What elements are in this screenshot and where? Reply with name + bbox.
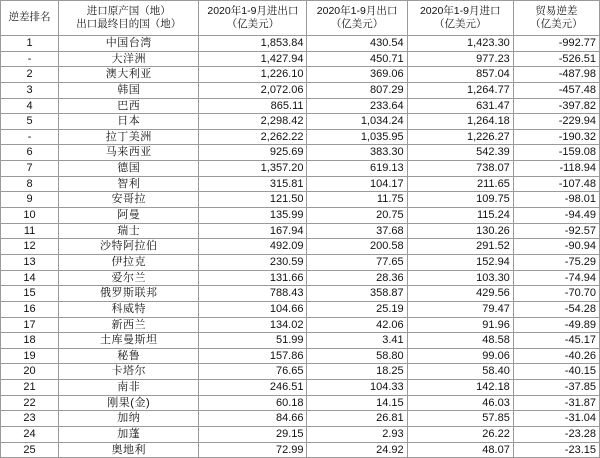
- col-header-line: （亿美元）: [226, 18, 280, 30]
- cell-total: 72.99: [199, 442, 307, 458]
- cell-import: 46.03: [407, 395, 513, 411]
- cell-rank: 23: [1, 411, 59, 427]
- cell-import: 26.22: [407, 427, 513, 443]
- cell-export: 1,035.95: [307, 129, 407, 145]
- cell-import: 857.04: [407, 67, 513, 83]
- cell-import: 1,264.18: [407, 114, 513, 130]
- cell-export: 383.30: [307, 145, 407, 161]
- cell-rank: 6: [1, 145, 59, 161]
- cell-rank: 12: [1, 239, 59, 255]
- cell-deficit: -94.49: [513, 208, 599, 224]
- col-header-line: 贸易逆差: [535, 4, 578, 17]
- cell-total: 134.02: [199, 317, 307, 333]
- cell-export: 807.29: [307, 82, 407, 98]
- cell-country: 俄罗斯联邦: [59, 286, 199, 302]
- table-row: [1, 395, 600, 411]
- table-row: [1, 317, 600, 333]
- cell-rank: 21: [1, 380, 59, 396]
- cell-deficit: -31.04: [513, 411, 599, 427]
- cell-deficit: -992.77: [513, 36, 599, 52]
- cell-import: 1,226.27: [407, 129, 513, 145]
- cell-export: 20.75: [307, 208, 407, 224]
- cell-country: 刚果(金): [59, 395, 199, 411]
- cell-rank: -: [1, 129, 59, 145]
- cell-country: 南非: [59, 380, 199, 396]
- cell-deficit: -75.29: [513, 254, 599, 270]
- table-row: [1, 161, 600, 177]
- col-header-import: [407, 1, 513, 36]
- cell-rank: 22: [1, 395, 59, 411]
- cell-import: 48.07: [407, 442, 513, 458]
- cell-country: 拉丁美洲: [59, 129, 199, 145]
- cell-deficit: -98.01: [513, 192, 599, 208]
- cell-rank: -: [1, 51, 59, 67]
- cell-import: 130.26: [407, 223, 513, 239]
- cell-deficit: -90.94: [513, 239, 599, 255]
- cell-deficit: -45.17: [513, 333, 599, 349]
- cell-deficit: -118.94: [513, 161, 599, 177]
- cell-country: 澳大利亚: [59, 67, 199, 83]
- cell-import: 142.18: [407, 380, 513, 396]
- table-row: [1, 239, 600, 255]
- cell-import: 1,423.30: [407, 36, 513, 52]
- cell-rank: 19: [1, 348, 59, 364]
- table-row: [1, 442, 600, 458]
- cell-deficit: -49.89: [513, 317, 599, 333]
- cell-deficit: -74.94: [513, 270, 599, 286]
- cell-rank: 25: [1, 442, 59, 458]
- cell-deficit: -40.15: [513, 364, 599, 380]
- table-row: [1, 67, 600, 83]
- cell-export: 3.41: [307, 333, 407, 349]
- cell-deficit: -92.57: [513, 223, 599, 239]
- cell-deficit: -40.26: [513, 348, 599, 364]
- cell-deficit: -70.70: [513, 286, 599, 302]
- col-header-line: （亿美元）: [433, 18, 487, 30]
- table-row: [1, 129, 600, 145]
- cell-country: 科威特: [59, 301, 199, 317]
- cell-export: 28.36: [307, 270, 407, 286]
- cell-total: 51.99: [199, 333, 307, 349]
- cell-total: 865.11: [199, 98, 307, 114]
- col-header-line: 逆差排名: [8, 11, 51, 24]
- table-row: [1, 223, 600, 239]
- table-row: [1, 114, 600, 130]
- cell-rank: 3: [1, 82, 59, 98]
- cell-import: 48.58: [407, 333, 513, 349]
- table-body: [1, 36, 600, 458]
- cell-total: 315.81: [199, 176, 307, 192]
- cell-export: 11.75: [307, 192, 407, 208]
- cell-import: 58.40: [407, 364, 513, 380]
- cell-import: 291.52: [407, 239, 513, 255]
- cell-rank: 1: [1, 36, 59, 52]
- cell-import: 738.07: [407, 161, 513, 177]
- table-row: [1, 270, 600, 286]
- table-header-row: [1, 1, 600, 36]
- col-header-line: 2020年1-9月出口: [316, 4, 398, 17]
- cell-import: 109.75: [407, 192, 513, 208]
- cell-import: 631.47: [407, 98, 513, 114]
- cell-country: 大洋洲: [59, 51, 199, 67]
- cell-total: 788.43: [199, 286, 307, 302]
- cell-total: 104.66: [199, 301, 307, 317]
- cell-import: 429.56: [407, 286, 513, 302]
- cell-import: 115.24: [407, 208, 513, 224]
- cell-total: 76.65: [199, 364, 307, 380]
- cell-rank: 16: [1, 301, 59, 317]
- cell-export: 233.64: [307, 98, 407, 114]
- cell-deficit: -54.28: [513, 301, 599, 317]
- table-row: [1, 411, 600, 427]
- cell-country: 卡塔尔: [59, 364, 199, 380]
- cell-country: 日本: [59, 114, 199, 130]
- table-row: [1, 98, 600, 114]
- cell-country: 德国: [59, 161, 199, 177]
- cell-deficit: -457.48: [513, 82, 599, 98]
- cell-country: 安哥拉: [59, 192, 199, 208]
- cell-total: 1,226.10: [199, 67, 307, 83]
- cell-rank: 4: [1, 98, 59, 114]
- cell-country: 加纳: [59, 411, 199, 427]
- cell-total: 135.99: [199, 208, 307, 224]
- col-header-rank: [1, 1, 59, 36]
- cell-country: 阿曼: [59, 208, 199, 224]
- cell-import: 57.85: [407, 411, 513, 427]
- cell-total: 131.66: [199, 270, 307, 286]
- cell-total: 1,357.20: [199, 161, 307, 177]
- cell-total: 492.09: [199, 239, 307, 255]
- cell-deficit: -31.87: [513, 395, 599, 411]
- cell-import: 79.47: [407, 301, 513, 317]
- cell-total: 157.86: [199, 348, 307, 364]
- table-row: [1, 301, 600, 317]
- cell-export: 58.80: [307, 348, 407, 364]
- cell-rank: 7: [1, 161, 59, 177]
- cell-deficit: -190.32: [513, 129, 599, 145]
- cell-deficit: -397.82: [513, 98, 599, 114]
- table-row: [1, 286, 600, 302]
- col-header-line: 2020年1-9月进口: [419, 4, 501, 17]
- cell-import: 1,264.77: [407, 82, 513, 98]
- cell-total: 1,427.94: [199, 51, 307, 67]
- col-header-line: 出口最终目的国（地）: [76, 18, 182, 30]
- cell-country: 巴西: [59, 98, 199, 114]
- cell-total: 925.69: [199, 145, 307, 161]
- cell-total: 1,853.84: [199, 36, 307, 52]
- cell-import: 977.23: [407, 51, 513, 67]
- table-row: [1, 427, 600, 443]
- cell-deficit: -107.48: [513, 176, 599, 192]
- cell-total: 2,298.42: [199, 114, 307, 130]
- cell-country: 爱尔兰: [59, 270, 199, 286]
- cell-export: 619.13: [307, 161, 407, 177]
- cell-export: 14.15: [307, 395, 407, 411]
- table-row: [1, 51, 600, 67]
- cell-import: 211.65: [407, 176, 513, 192]
- cell-rank: 8: [1, 176, 59, 192]
- cell-rank: 20: [1, 364, 59, 380]
- cell-import: 91.96: [407, 317, 513, 333]
- cell-rank: 5: [1, 114, 59, 130]
- col-header-deficit: [513, 1, 599, 36]
- cell-rank: 17: [1, 317, 59, 333]
- cell-deficit: -23.28: [513, 427, 599, 443]
- cell-deficit: -159.08: [513, 145, 599, 161]
- cell-country: 沙特阿拉伯: [59, 239, 199, 255]
- cell-country: 智利: [59, 176, 199, 192]
- cell-export: 42.06: [307, 317, 407, 333]
- cell-country: 中国台湾: [59, 36, 199, 52]
- cell-import: 152.94: [407, 254, 513, 270]
- col-header-export: [307, 1, 407, 36]
- cell-total: 2,072.06: [199, 82, 307, 98]
- col-header-total: [199, 1, 307, 36]
- cell-rank: 14: [1, 270, 59, 286]
- cell-export: 1,034.24: [307, 114, 407, 130]
- cell-export: 104.17: [307, 176, 407, 192]
- cell-export: 77.65: [307, 254, 407, 270]
- cell-export: 2.93: [307, 427, 407, 443]
- cell-total: 60.18: [199, 395, 307, 411]
- cell-country: 加蓬: [59, 427, 199, 443]
- cell-total: 2,262.22: [199, 129, 307, 145]
- cell-export: 430.54: [307, 36, 407, 52]
- table-row: [1, 192, 600, 208]
- table-row: [1, 145, 600, 161]
- table-row: [1, 348, 600, 364]
- cell-total: 29.15: [199, 427, 307, 443]
- cell-export: 37.68: [307, 223, 407, 239]
- table-row: [1, 364, 600, 380]
- col-header-line: （亿美元）: [330, 18, 384, 30]
- table-row: [1, 176, 600, 192]
- cell-export: 358.87: [307, 286, 407, 302]
- cell-import: 99.06: [407, 348, 513, 364]
- cell-deficit: -229.94: [513, 114, 599, 130]
- col-header-line: 进口原产国（地）: [86, 4, 171, 17]
- table-row: [1, 82, 600, 98]
- cell-rank: 18: [1, 333, 59, 349]
- col-header-line: 2020年1-9月进出口: [207, 4, 299, 17]
- cell-rank: 11: [1, 223, 59, 239]
- cell-export: 450.71: [307, 51, 407, 67]
- cell-rank: 24: [1, 427, 59, 443]
- cell-total: 84.66: [199, 411, 307, 427]
- cell-country: 瑞士: [59, 223, 199, 239]
- col-header-country: [59, 1, 199, 36]
- table-row: [1, 208, 600, 224]
- cell-total: 121.50: [199, 192, 307, 208]
- cell-rank: 10: [1, 208, 59, 224]
- table-row: [1, 380, 600, 396]
- cell-total: 230.59: [199, 254, 307, 270]
- table-row: [1, 254, 600, 270]
- cell-export: 26.81: [307, 411, 407, 427]
- cell-export: 104.33: [307, 380, 407, 396]
- cell-total: 167.94: [199, 223, 307, 239]
- cell-export: 18.25: [307, 364, 407, 380]
- cell-export: 200.58: [307, 239, 407, 255]
- cell-country: 伊拉克: [59, 254, 199, 270]
- cell-import: 103.30: [407, 270, 513, 286]
- cell-country: 土库曼斯坦: [59, 333, 199, 349]
- cell-deficit: -526.51: [513, 51, 599, 67]
- cell-deficit: -23.15: [513, 442, 599, 458]
- cell-country: 新西兰: [59, 317, 199, 333]
- cell-deficit: -37.85: [513, 380, 599, 396]
- cell-export: 369.06: [307, 67, 407, 83]
- table-row: [1, 36, 600, 52]
- cell-rank: 15: [1, 286, 59, 302]
- cell-rank: 9: [1, 192, 59, 208]
- cell-country: 韩国: [59, 82, 199, 98]
- cell-import: 542.39: [407, 145, 513, 161]
- cell-country: 马来西亚: [59, 145, 199, 161]
- cell-export: 24.92: [307, 442, 407, 458]
- cell-rank: 13: [1, 254, 59, 270]
- table-header: [1, 1, 600, 36]
- cell-country: 秘鲁: [59, 348, 199, 364]
- cell-export: 25.19: [307, 301, 407, 317]
- cell-deficit: -487.98: [513, 67, 599, 83]
- table-row: [1, 333, 600, 349]
- col-header-line: （亿美元）: [530, 18, 583, 30]
- cell-rank: 2: [1, 67, 59, 83]
- cell-country: 奥地利: [59, 442, 199, 458]
- cell-total: 246.51: [199, 380, 307, 396]
